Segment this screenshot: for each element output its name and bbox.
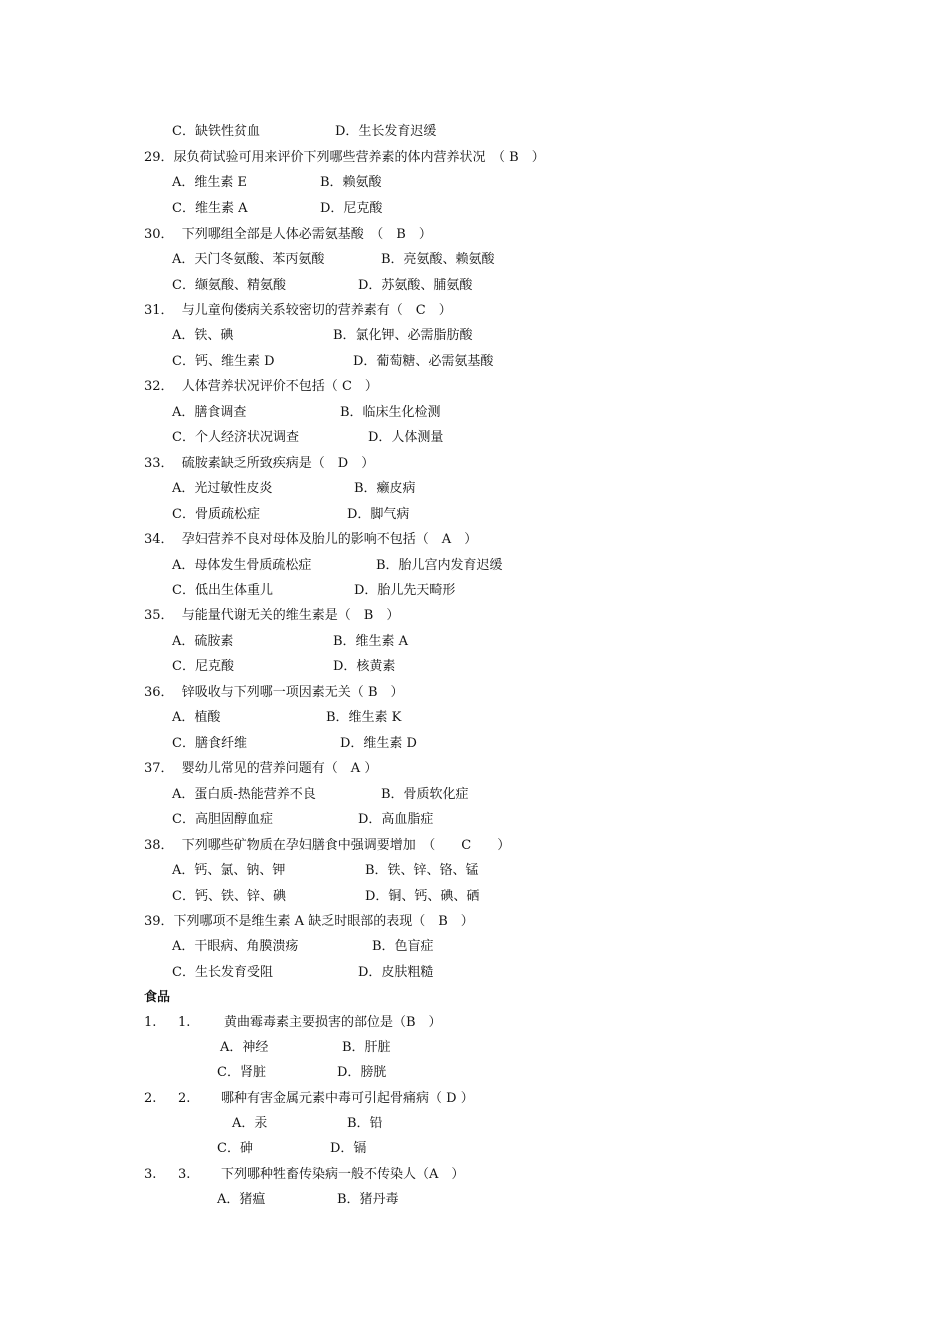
q37-option-b: B．骨质软化症 bbox=[381, 787, 469, 802]
q34-stem: 34． 孕妇营养不良对母体及胎儿的影响不包括（ A ） bbox=[144, 532, 478, 547]
q35-option-b: B．维生素 A bbox=[333, 634, 409, 649]
q31-option-d: D．葡萄糖、必需氨基酸 bbox=[353, 354, 494, 369]
q31-stem: 31． 与儿童佝偻病关系较密切的营养素有（ C ） bbox=[144, 303, 452, 318]
q36-stem: 36． 锌吸收与下列哪一项因素无关（ B ） bbox=[144, 685, 404, 700]
q30-option-d: D．苏氨酸、脯氨酸 bbox=[358, 278, 473, 293]
p2-q1-option-d: D．膀胱 bbox=[337, 1065, 387, 1080]
q33-option-a: A．光过敏性皮炎 bbox=[172, 481, 273, 496]
p2-q2-option-b: B．铅 bbox=[347, 1116, 383, 1131]
q28-option-c: C．缺铁性贫血 bbox=[172, 124, 260, 139]
q39-option-b: B．色盲症 bbox=[372, 939, 434, 954]
q33-stem: 33． 硫胺素缺乏所致疾病是（ D ） bbox=[144, 456, 375, 471]
q34-option-a: A．母体发生骨质疏松症 bbox=[172, 558, 312, 573]
q39-option-a: A．干眼病、角膜溃疡 bbox=[172, 939, 299, 954]
q36-option-b: B．维生素 K bbox=[326, 710, 402, 725]
q37-option-d: D．高血脂症 bbox=[358, 812, 434, 827]
q36-option-a: A．植酸 bbox=[172, 710, 221, 725]
q35-option-c: C．尼克酸 bbox=[172, 659, 234, 674]
q37-stem: 37． 婴幼儿常见的营养问题有（ A ） bbox=[144, 761, 378, 776]
q29-option-c: C．维生素 A bbox=[172, 201, 248, 216]
p2-q1-subnumber: 1. bbox=[178, 1015, 191, 1030]
p2-q2-number: 2. bbox=[144, 1091, 157, 1106]
q29-option-d: D．尼克酸 bbox=[320, 201, 383, 216]
p2-q1-option-a: A．神经 bbox=[220, 1040, 269, 1055]
q37-option-a: A．蛋白质-热能营养不良 bbox=[172, 787, 316, 802]
q32-option-b: B．临床生化检测 bbox=[340, 405, 441, 420]
q31-option-c: C．钙、维生素 D bbox=[172, 354, 275, 369]
q36-option-c: C．膳食纤维 bbox=[172, 736, 247, 751]
q32-option-c: C．个人经济状况调查 bbox=[172, 430, 299, 445]
q32-option-a: A．膳食调查 bbox=[172, 405, 247, 420]
p2-q2-option-d: D．镉 bbox=[330, 1141, 367, 1156]
q34-option-d: D．胎儿先天畸形 bbox=[354, 583, 456, 598]
q30-stem: 30． 下列哪组全部是人体必需氨基酸 （ B ） bbox=[144, 227, 432, 242]
q33-option-b: B．癞皮病 bbox=[354, 481, 416, 496]
p2-q3-stem: 下列哪种牲畜传染病一般不传染人（A ） bbox=[221, 1167, 465, 1182]
q39-option-d: D．皮肤粗糙 bbox=[358, 965, 434, 980]
q38-stem: 38． 下列哪些矿物质在孕妇膳食中强调要增加 （ C ） bbox=[144, 838, 511, 853]
q36-option-d: D．维生素 D bbox=[340, 736, 417, 751]
q35-stem: 35． 与能量代谢无关的维生素是（ B ） bbox=[144, 608, 400, 623]
p2-q1-option-c: C．肾脏 bbox=[217, 1065, 266, 1080]
q38-option-d: D．铜、钙、碘、硒 bbox=[365, 889, 480, 904]
p2-q2-subnumber: 2. bbox=[178, 1091, 191, 1106]
q31-option-a: A．铁、碘 bbox=[172, 328, 234, 343]
q29-option-b: B．赖氨酸 bbox=[320, 175, 382, 190]
p2-q1-stem: 黄曲霉毒素主要损害的部位是（B ） bbox=[224, 1015, 442, 1030]
q39-stem: 39．下列哪项不是维生素 A 缺乏时眼部的表现（ B ） bbox=[144, 914, 474, 929]
q38-option-b: B．铁、锌、铬、锰 bbox=[365, 863, 479, 878]
q38-option-c: C．钙、铁、锌、碘 bbox=[172, 889, 286, 904]
p2-q3-subnumber: 3. bbox=[178, 1167, 191, 1182]
p2-q2-stem: 哪种有害金属元素中毒可引起骨痛病（ D ） bbox=[221, 1091, 474, 1106]
q39-option-c: C．生长发育受阻 bbox=[172, 965, 273, 980]
q35-option-d: D．核黄素 bbox=[333, 659, 396, 674]
q33-option-c: C．骨质疏松症 bbox=[172, 507, 260, 522]
q31-option-b: B．氯化钾、必需脂肪酸 bbox=[333, 328, 473, 343]
section-heading: 食品 bbox=[144, 990, 171, 1005]
q38-option-a: A．钙、氯、钠、钾 bbox=[172, 863, 286, 878]
q35-option-a: A．硫胺素 bbox=[172, 634, 234, 649]
q30-option-b: B．亮氨酸、赖氨酸 bbox=[381, 252, 495, 267]
q34-option-c: C．低出生体重儿 bbox=[172, 583, 273, 598]
q33-option-d: D．脚气病 bbox=[347, 507, 410, 522]
q30-option-c: C．缬氨酸、精氨酸 bbox=[172, 278, 286, 293]
q32-stem: 32． 人体营养状况评价不包括（ C ） bbox=[144, 379, 378, 394]
q29-option-a: A．维生素 E bbox=[172, 175, 248, 190]
q34-option-b: B．胎儿宫内发育迟缓 bbox=[376, 558, 503, 573]
p2-q3-number: 3. bbox=[144, 1167, 157, 1182]
p2-q2-option-c: C．砷 bbox=[217, 1141, 253, 1156]
p2-q3-option-a: A．猪瘟 bbox=[217, 1192, 266, 1207]
p2-q2-option-a: A．汞 bbox=[232, 1116, 268, 1131]
q28-option-d: D．生长发育迟缓 bbox=[335, 124, 437, 139]
q32-option-d: D．人体测量 bbox=[368, 430, 444, 445]
q30-option-a: A．天门冬氨酸、苯丙氨酸 bbox=[172, 252, 325, 267]
p2-q1-number: 1. bbox=[144, 1015, 157, 1030]
p2-q3-option-b: B．猪丹毒 bbox=[337, 1192, 399, 1207]
q29-stem: 29．尿负荷试验可用来评价下列哪些营养素的体内营养状况 （ B ） bbox=[144, 150, 545, 165]
q37-option-c: C．高胆固醇血症 bbox=[172, 812, 273, 827]
p2-q1-option-b: B．肝脏 bbox=[342, 1040, 391, 1055]
